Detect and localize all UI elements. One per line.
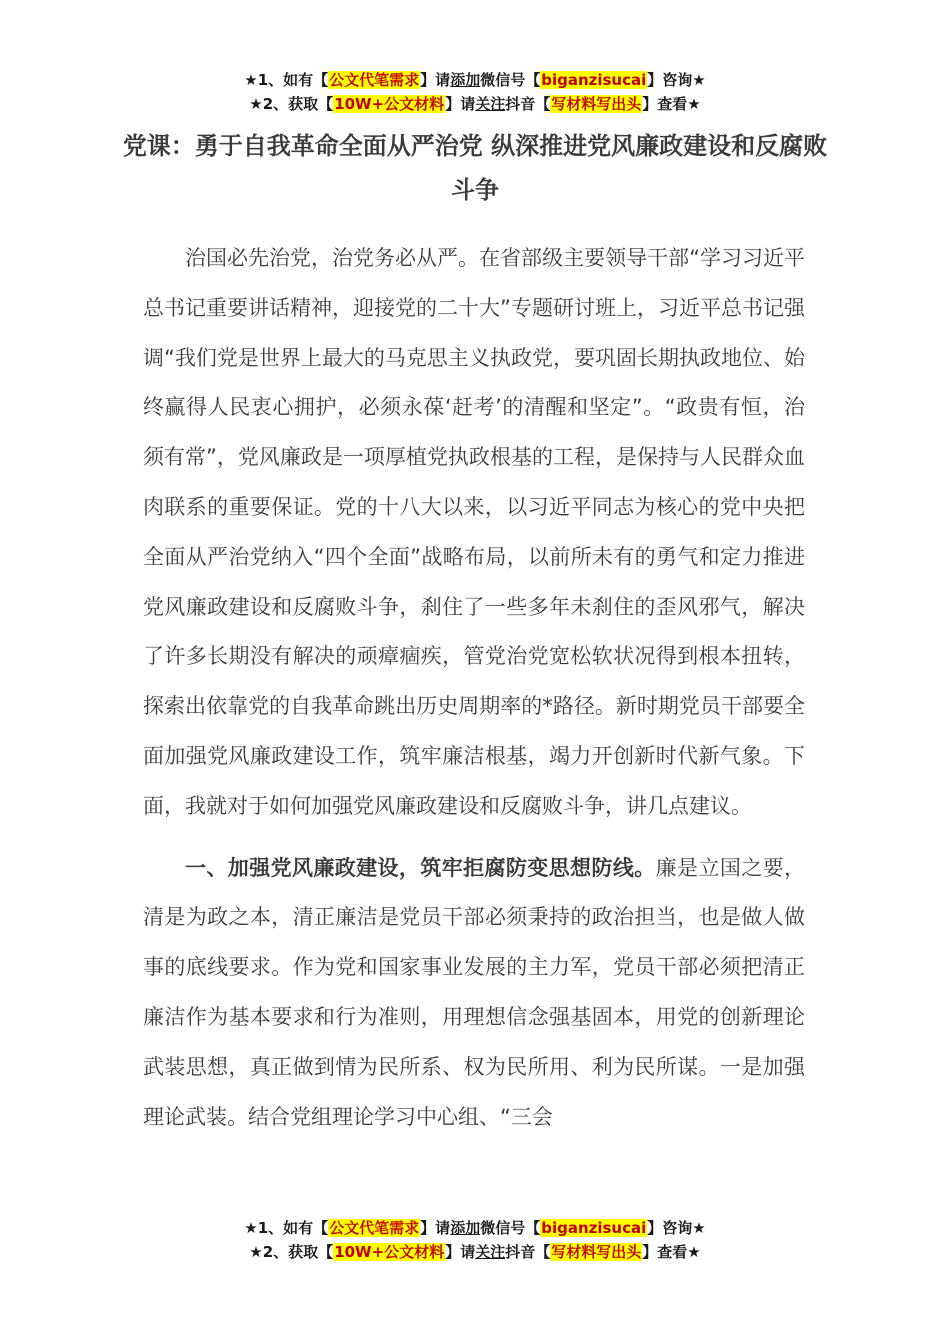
banner-line-2 bbox=[0, 1240, 950, 1264]
banner-text: 】咨询★ bbox=[647, 71, 706, 89]
document-title: 党课：勇于自我革命全面从严治党 纵深推进党风廉政建设和反腐败斗争 bbox=[122, 132, 828, 204]
footer-banner bbox=[0, 1216, 950, 1264]
underlined-text: 关注 bbox=[475, 1243, 506, 1261]
banner-text: 】请 bbox=[420, 71, 451, 89]
highlight-text: 写材料写出头 bbox=[551, 95, 642, 113]
banner-line-1 bbox=[0, 1216, 950, 1240]
banner-text: 】查看★ bbox=[642, 95, 701, 113]
banner-text: 】查看★ bbox=[642, 1243, 701, 1261]
banner-text: 微信号【 bbox=[480, 1219, 541, 1237]
highlight-text: 写材料写出头 bbox=[551, 1243, 642, 1261]
banner-text: 】请 bbox=[445, 95, 476, 113]
document-body bbox=[143, 234, 805, 1142]
section-heading: 一、加强党风廉政建设，筑牢拒腐防变思想防线。 bbox=[185, 855, 656, 880]
banner-text: 抖音【 bbox=[505, 95, 551, 113]
paragraph-section-1 bbox=[143, 844, 805, 1143]
highlight-text: 公文代笔需求 bbox=[329, 1219, 420, 1237]
underlined-text: 添加 bbox=[450, 71, 481, 89]
banner-text: 】咨询★ bbox=[647, 1219, 706, 1237]
underlined-text: 添加 bbox=[450, 1219, 481, 1237]
header-banner bbox=[0, 68, 950, 116]
highlight-text: 10W+公文材料 bbox=[334, 1243, 445, 1261]
underlined-text: 关注 bbox=[475, 95, 506, 113]
banner-text: ★1、如有【 bbox=[244, 1219, 329, 1237]
highlight-text: 公文代笔需求 bbox=[329, 71, 420, 89]
paragraph-intro: 治国必先治党，治党务必从严。在省部级主要领导干部“学习习近平总书记重要讲话精神，迎接党的二十大”专题研讨班上，习近平总书记强调“我们党是世界上最大的马克思主义执政党，要巩固长期执政地位、始终赢得人民衷心拥护，必须永葆‘赶考’的清醒和坚定”。“政贵有恒，治须有常”，党风廉政是一项厚植党执政根基的工程，是保持与人民群众血肉联系的重要保证。党的十八大以来，以习近平同志为核心的党中央把全面从严治党纳入“四个全面”战略布局，以前所未有的勇气和定力推进党风廉政建设和反腐败斗争，刹住了一些多年未刹住的歪风邪气，解决了许多长期没有解决的顽瘴痼疾，管党治党宽松软状况得到根本扭转，探索出依靠党的自我革命跳出历史周期率的*路径。新时期党员干部要全面加强党风廉政建设工作，筑牢廉洁根基，竭力开创新时代新气象。下面，我就对于如何加强党风廉政建设和反腐败斗争，讲几点建议。 bbox=[143, 246, 805, 818]
highlight-text: 10W+公文材料 bbox=[334, 95, 445, 113]
highlight-text: biganzisucai bbox=[541, 1219, 647, 1237]
banner-text: 抖音【 bbox=[505, 1243, 551, 1261]
highlight-text: biganzisucai bbox=[541, 71, 647, 89]
banner-line-2 bbox=[0, 92, 950, 116]
banner-text: 】请 bbox=[420, 1219, 451, 1237]
banner-line-1 bbox=[0, 68, 950, 92]
banner-text: 微信号【 bbox=[480, 71, 541, 89]
banner-text: ★1、如有【 bbox=[244, 71, 329, 89]
banner-text: ★2、获取【 bbox=[249, 1243, 334, 1261]
banner-text: ★2、获取【 bbox=[249, 95, 334, 113]
banner-text: 】请 bbox=[445, 1243, 476, 1261]
section-body: 廉是立国之要，清是为政之本，清正廉洁是党员干部必须秉持的政治担当，也是做人做事的底线要求。作为党和国家事业发展的主力军，党员干部必须把清正廉洁作为基本要求和行为准则，用理想信念强基固本，用党的创新理论武装思想，真正做到情为民所系、权为民所用、利为民所谋。一是加强理论武装。结合党组理论学习中心组、“三会 bbox=[143, 855, 806, 1129]
